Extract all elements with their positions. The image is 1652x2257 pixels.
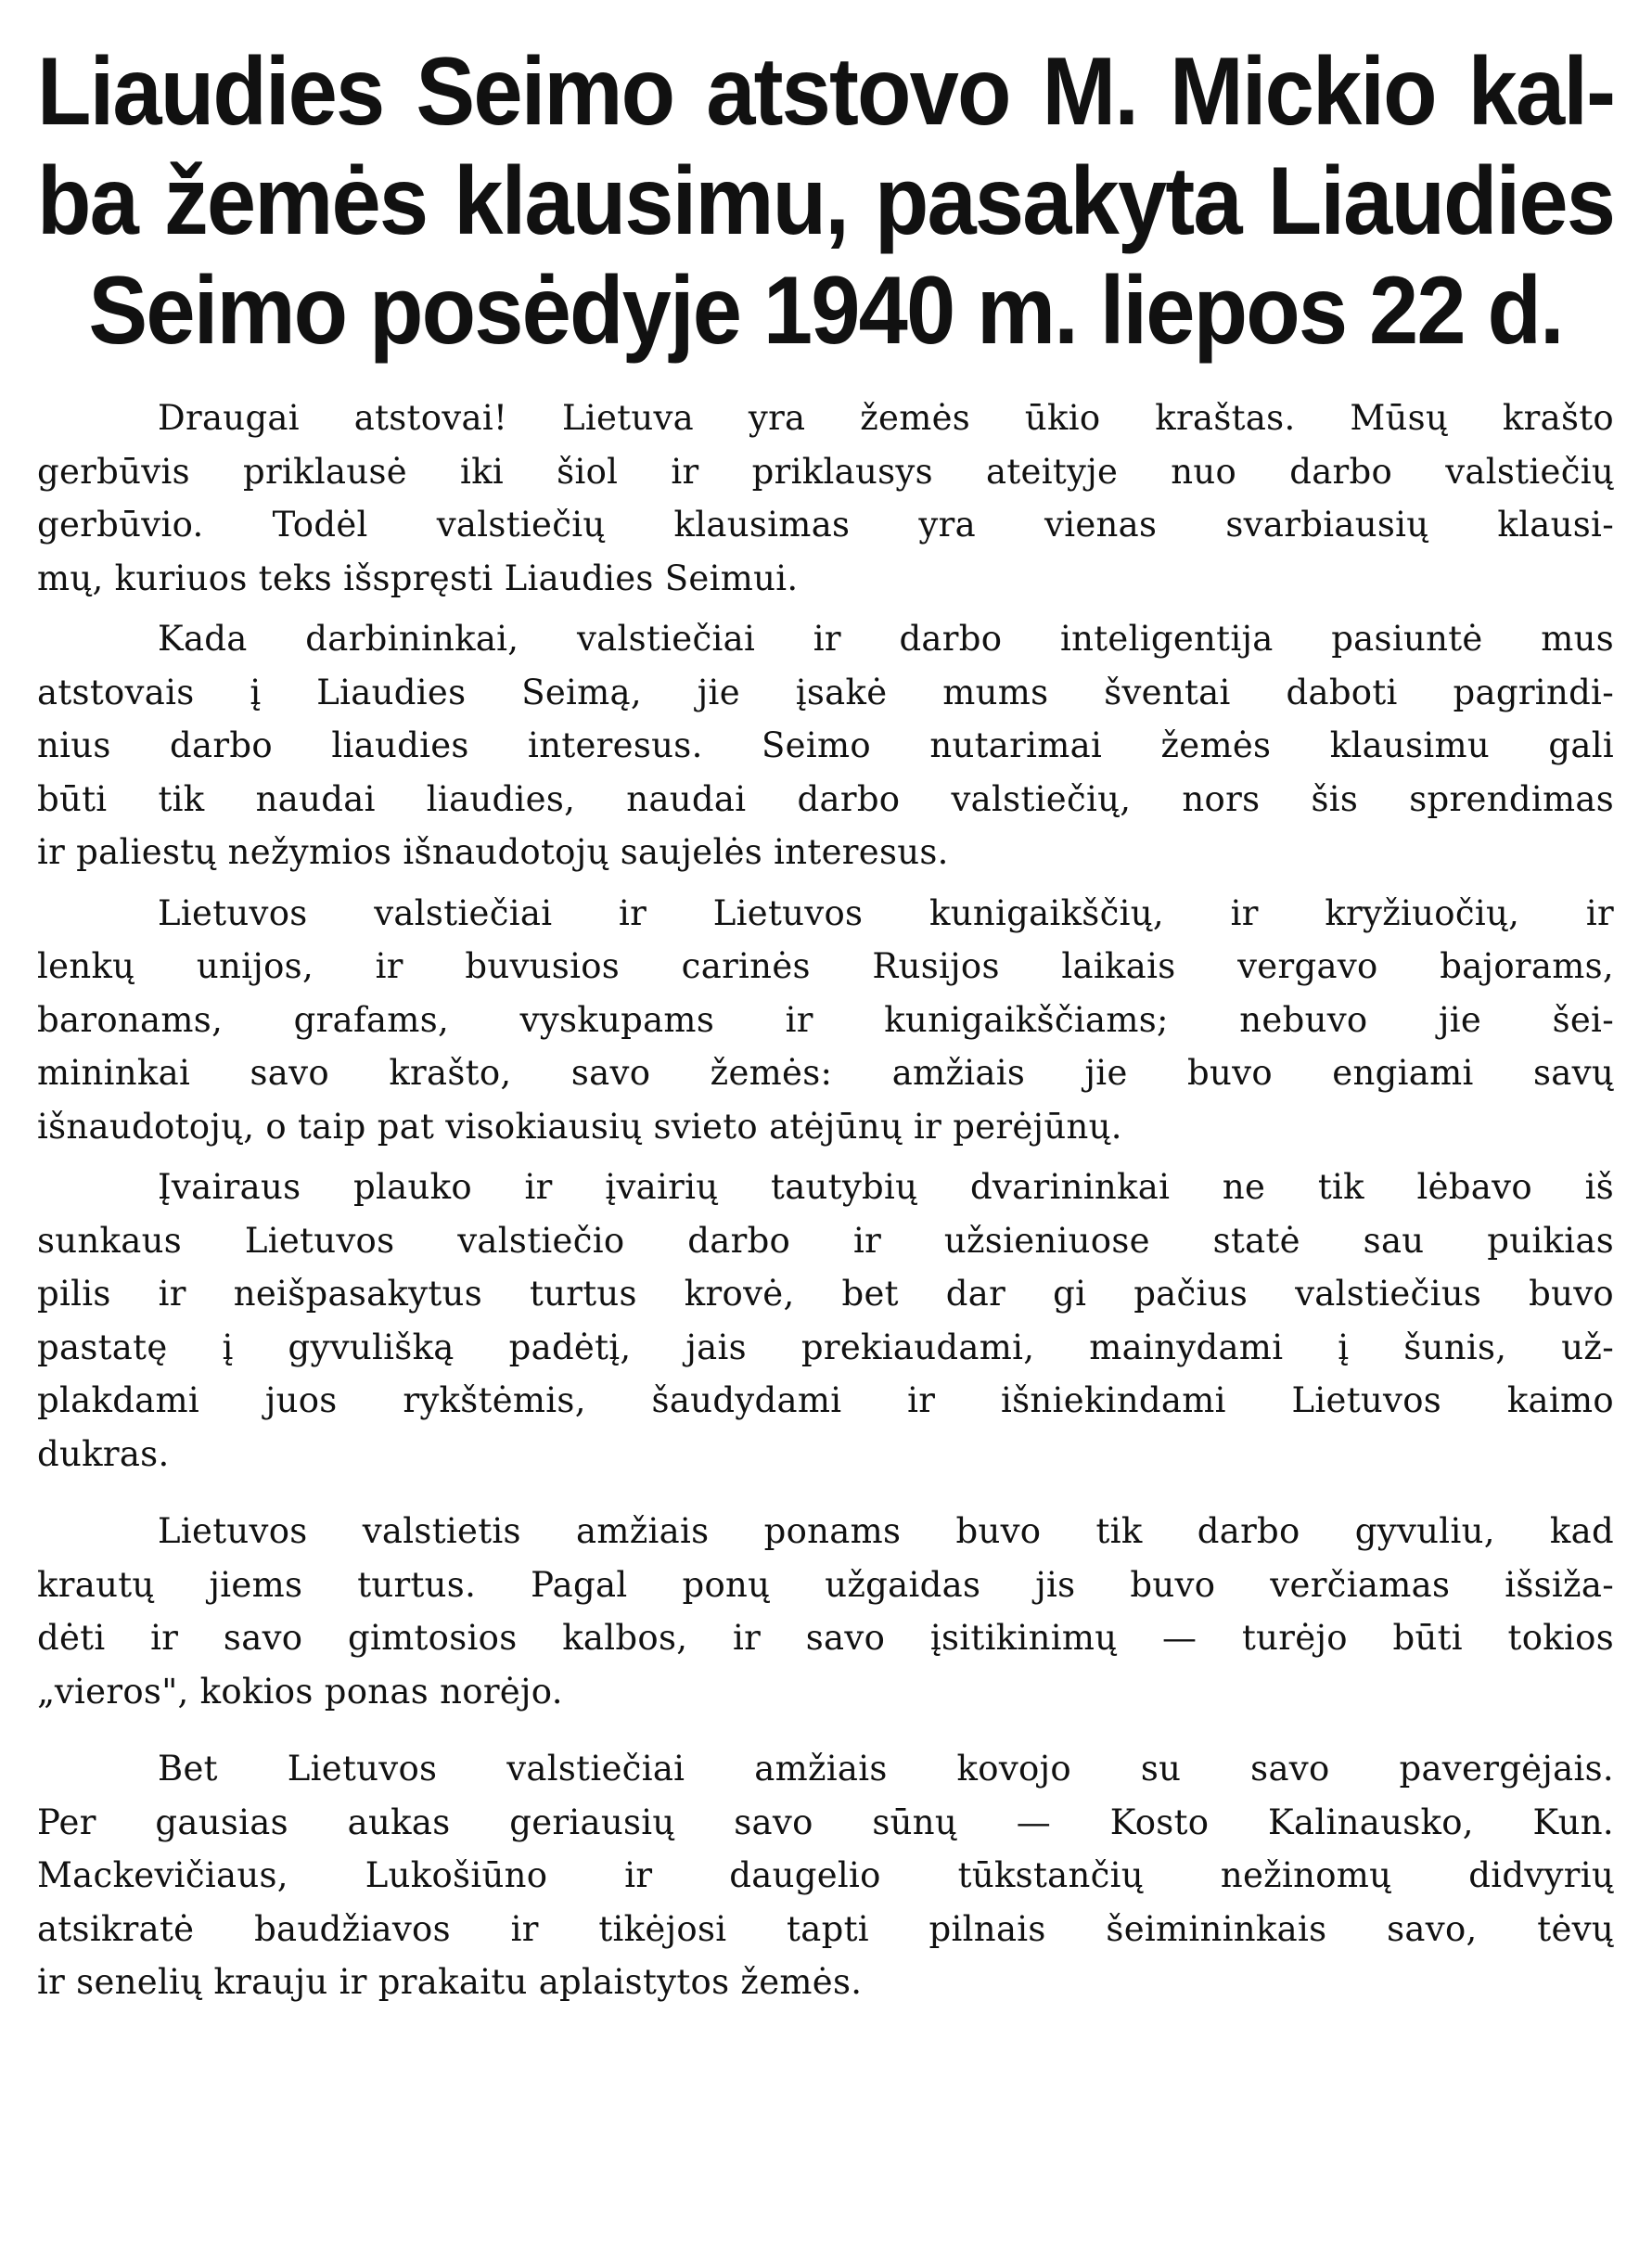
paragraph-1 (37, 391, 1614, 605)
text-line: Įvairaus plauko ir įvairių tautybių dvarininkai ne tik lėbavo iš (158, 1167, 1614, 1207)
text-line: plakdami juos rykštėmis, šaudydami ir išniekindami Lietuvos kaimo (37, 1380, 1614, 1420)
text-line: mininkai savo krašto, savo žemės: amžiais jie buvo engiami savų (37, 1053, 1614, 1093)
headline (37, 37, 1614, 365)
text-line: sunkaus Lietuvos valstiečio darbo ir užsieniuose statė sau puikias (37, 1220, 1614, 1261)
paragraph-5 (37, 1505, 1614, 1718)
paragraph-3 (37, 887, 1614, 1154)
paragraph-6 (37, 1742, 1614, 2009)
text-line: Draugai atstovai! Lietuva yra žemės ūkio kraštas. Mūsų krašto (158, 398, 1614, 438)
text-line: mų, kuriuos teks išspręsti Liaudies Seimui. (37, 558, 799, 598)
text-line: ir senelių krauju ir prakaitu aplaistytos žemės. (37, 1962, 863, 2002)
text-line: Mackevičiaus, Lukošiūno ir daugelio tūkstančių nežinomų didvyrių (37, 1855, 1614, 1895)
paragraph-4 (37, 1161, 1614, 1481)
text-line: pilis ir neišpasakytus turtus krovė, bet dar gi pačius valstiečius buvo (37, 1274, 1614, 1314)
text-line: atstovais į Liaudies Seimą, jie įsakė mums šventai daboti pagrindi- (37, 672, 1614, 712)
text-line: Lietuvos valstietis amžiais ponams buvo tik darbo gyvuliu, kad (158, 1511, 1614, 1551)
text-line: Lietuvos valstiečiai ir Lietuvos kunigaikščių, ir kryžiuočių, ir (158, 892, 1614, 933)
text-line: būti tik naudai liaudies, naudai darbo valstiečių, nors šis sprendimas (37, 778, 1614, 819)
text-line: Per gausias aukas geriausių savo sūnų — Kosto Kalinausko, Kun. (37, 1802, 1614, 1842)
text-line: dėti ir savo gimtosios kalbos, ir savo įsitikinimų — turėjo būti tokios (37, 1618, 1614, 1658)
article-body (37, 391, 1614, 2009)
text-line: gerbūvis priklausė iki šiol ir priklausys ateityje nuo darbo valstiečių (37, 451, 1614, 492)
text-line: pastatę į gyvulišką padėtį, jais prekiaudami, mainydami į šunis, už- (37, 1327, 1614, 1367)
article (37, 37, 1614, 2017)
text-line: „vieros", kokios ponas norėjo. (37, 1671, 563, 1712)
text-line: lenkų unijos, ir buvusios carinės Rusijos laikais vergavo bajorams, (37, 946, 1614, 986)
text-line: baronams, grafams, vyskupams ir kunigaikščiams; nebuvo jie šei- (37, 999, 1614, 1040)
text-line: nius darbo liaudies interesus. Seimo nutarimai žemės klausimu gali (37, 725, 1614, 765)
text-line: atsikratė baudžiavos ir tikėjosi tapti pilnais šeimininkais savo, tėvų (37, 1908, 1614, 1949)
text-line: Bet Lietuvos valstiečiai amžiais kovojo su savo pavergėjais. (158, 1749, 1614, 1789)
paragraph-2 (37, 612, 1614, 879)
headline-line-1: Liaudies Seimo atstovo M. Mickio kal- (37, 38, 1615, 146)
text-line: išnaudotojų, o taip pat visokiausių svieto atėjūnų ir perėjūnų. (37, 1106, 1122, 1147)
headline-line-3: Seimo posėdyje 1940 m. liepos 22 d. (88, 257, 1563, 365)
text-line: krautų jiems turtus. Pagal ponų užgaidas jis buvo verčiamas išsiža- (37, 1564, 1614, 1605)
text-line: Kada darbininkai, valstiečiai ir darbo inteligentija pasiuntė mus (158, 619, 1614, 659)
text-line: ir paliestų nežymios išnaudotojų saujelės interesus. (37, 832, 949, 872)
headline-line-2: ba žemės klausimu, pasakyta Liaudies (37, 147, 1615, 255)
text-line: gerbūvio. Todėl valstiečių klausimas yra vienas svarbiausių klausi- (37, 505, 1614, 545)
text-line: dukras. (37, 1433, 170, 1474)
